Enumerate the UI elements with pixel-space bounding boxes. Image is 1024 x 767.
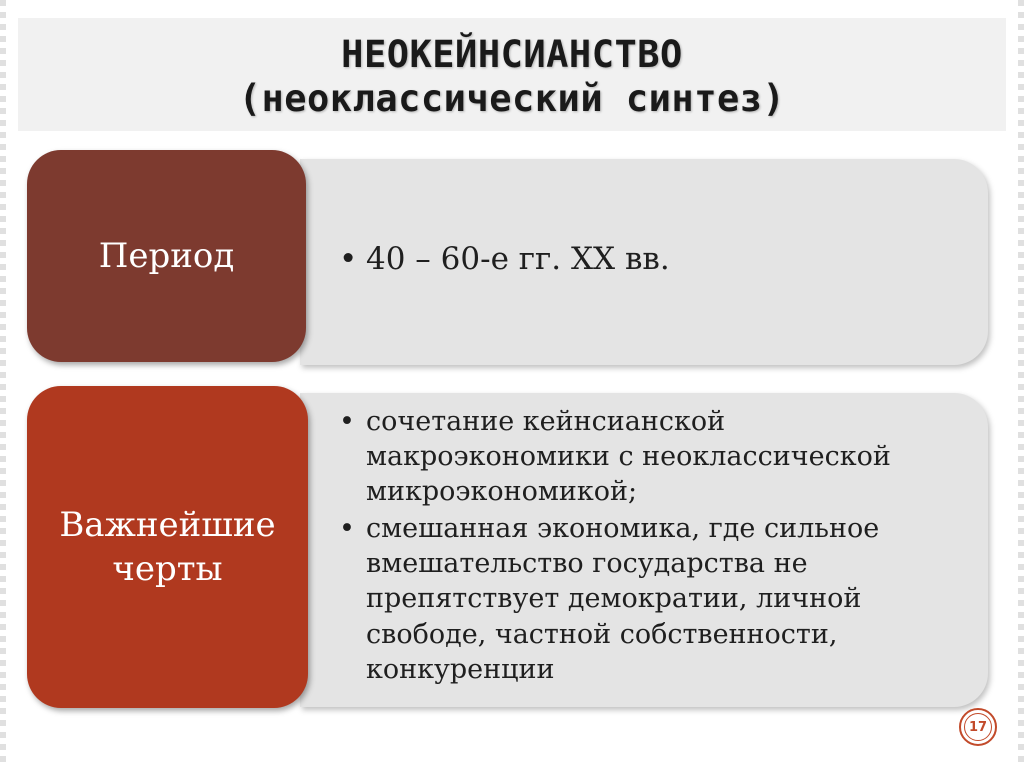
- features-label-box: [27, 386, 308, 708]
- page-number-badge: [959, 708, 997, 746]
- features-content: [339, 404, 959, 687]
- features-bullet-list: [339, 404, 959, 687]
- slide-title: НЕОКЕЙНСИАНСТВО: [341, 33, 683, 76]
- features-bullet: • смешанная экономика, где сильное вмешательство государства не препятствует демократии, личной свободе, частной собственности, конкуренции: [339, 511, 959, 686]
- title-band: [18, 18, 1006, 131]
- left-edge-decoration: [0, 0, 6, 767]
- period-label: Период: [98, 235, 235, 276]
- slide-subtitle: (неоклассический синтез): [238, 77, 786, 120]
- page-number: 17: [968, 719, 988, 735]
- features-label: Важнейшие черты: [59, 504, 276, 589]
- features-bullet: • сочетание кейнсианской макроэкономики с неоклассической микроэкономикой;: [339, 404, 959, 509]
- right-edge-decoration: [1018, 0, 1024, 767]
- period-bullet: • 40 – 60-е гг. XX вв.: [339, 241, 939, 277]
- period-content: [339, 241, 939, 277]
- period-label-box: [27, 150, 306, 362]
- period-bullet-list: [339, 241, 939, 277]
